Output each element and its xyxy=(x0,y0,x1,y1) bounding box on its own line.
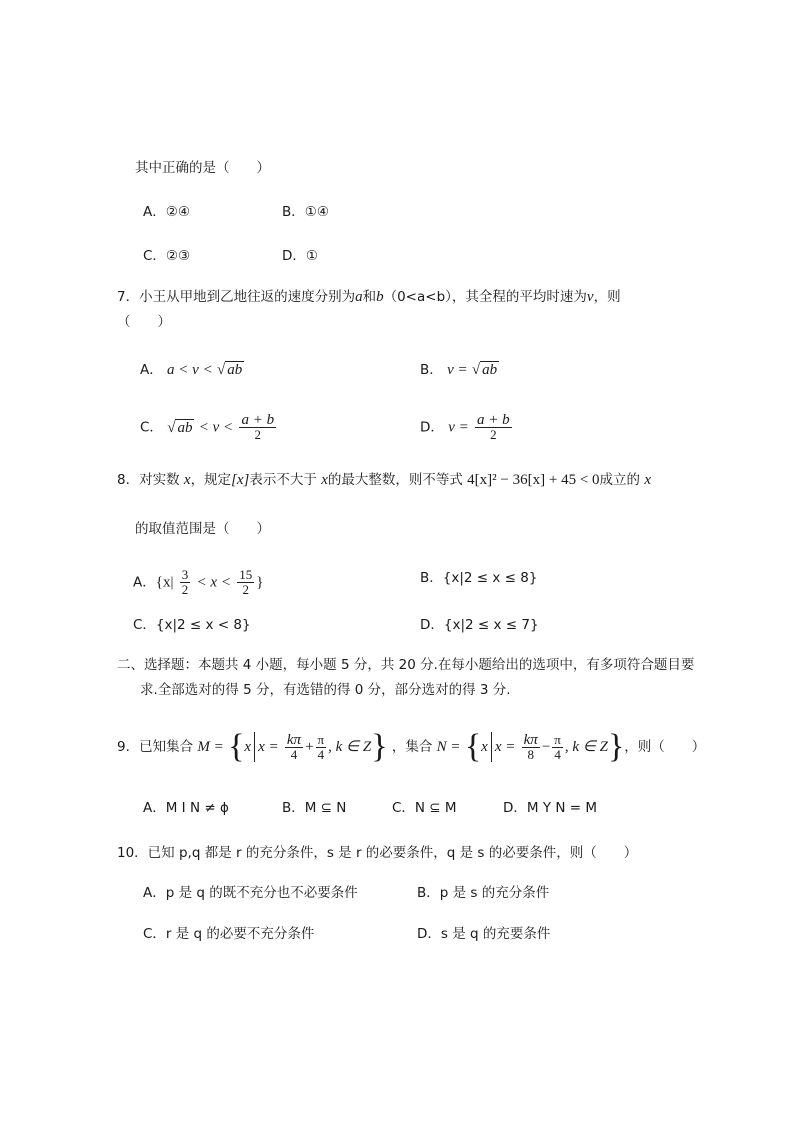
minus: − xyxy=(541,739,551,755)
q8-option-b: B．{x|2 ≤ x ≤ 8} xyxy=(420,570,538,586)
numerator: π xyxy=(554,731,561,747)
q8-var-x: x xyxy=(644,472,651,488)
q8-text-4: 的最大整数，则不等式 xyxy=(327,472,463,488)
var-x: x xyxy=(481,739,488,755)
q6-stem: 其中正确的是（ ） xyxy=(135,160,270,176)
q8-stem xyxy=(117,470,651,490)
q7-option-c xyxy=(140,413,278,442)
q7-and: 和 xyxy=(362,289,377,305)
q9-option-d xyxy=(503,798,597,818)
q9-text: 9．已知集合 xyxy=(117,739,194,755)
q7-b-expr: v = xyxy=(447,362,468,378)
fraction-pi-over-4 xyxy=(316,733,327,762)
q7-option-b xyxy=(420,360,499,380)
q9-text-2: ，集合 xyxy=(391,739,433,755)
q7-var-b: b xyxy=(376,289,384,305)
q6-option-d: D．① xyxy=(282,248,318,264)
denominator: 4 xyxy=(554,746,561,762)
denominator: 2 xyxy=(254,427,262,442)
q7-a-expr: a < v < xyxy=(167,362,213,378)
q8-text-2: ，规定 xyxy=(190,472,232,488)
right-brace: } xyxy=(371,728,388,765)
q8-text-5: 成立的 xyxy=(599,472,641,488)
q7-var-v: v xyxy=(586,289,594,305)
q7-condition: （0<a<b），其全程的平均时速为 xyxy=(383,289,587,305)
q8-option-a xyxy=(133,568,263,597)
left-brace: { xyxy=(464,728,482,765)
q9-d-text: D．M Y N = M xyxy=(503,800,598,816)
q9-option-b xyxy=(282,798,346,818)
q7-d-expr: v = xyxy=(448,419,469,436)
denominator: 8 xyxy=(527,746,534,762)
sqrt-ab: √ ab xyxy=(471,362,498,378)
option-label: B． xyxy=(420,362,443,378)
q8-var-x: x xyxy=(321,472,328,488)
q8-text: 8．对实数 xyxy=(117,472,180,488)
denominator: 2 xyxy=(242,582,249,597)
q7-var-a: a xyxy=(355,289,363,305)
q9-a-text: A．M I N ≠ ϕ xyxy=(143,800,229,816)
q8-stem-line2: 的取值范围是（ ） xyxy=(135,521,270,537)
section-2-heading-line2: 求.全部选对的得 5 分，有选错的得 0 分，部分选对的得 3 分. xyxy=(140,682,511,698)
denominator: 4 xyxy=(317,746,325,762)
q9-c-text: C．N ⊆ M xyxy=(392,800,457,816)
q6-option-b: B．①④ xyxy=(282,204,329,220)
q7-text-end: ，则 xyxy=(593,289,621,305)
k-in-z: , k ∈ Z xyxy=(328,739,372,755)
q10-option-c: C．r 是 q 的必要不充分条件 xyxy=(143,926,315,942)
sqrt-ab: √ ab xyxy=(217,362,243,378)
numerator: a + b xyxy=(241,412,275,428)
q7-option-d xyxy=(420,413,514,442)
q8-floor-x: [x] xyxy=(231,472,250,488)
q8-inequality: 4[x]² − 36[x] + 45 < 0 xyxy=(467,472,600,488)
set-bar xyxy=(491,732,492,762)
numerator: 15 xyxy=(239,567,253,582)
q10-option-a: A．p 是 q 的既不充分也不必要条件 xyxy=(143,885,358,901)
fraction-kpi-over-4 xyxy=(285,733,303,762)
radicand: ab xyxy=(227,362,243,378)
option-label: A． xyxy=(140,362,163,378)
option-label: A． xyxy=(133,574,156,591)
set-m: M = xyxy=(197,739,224,755)
numerator: a + b xyxy=(477,412,510,428)
q10-option-b: B．p 是 s 的充分条件 xyxy=(417,885,550,901)
set-bar xyxy=(254,732,255,762)
k-in-z: , k ∈ Z xyxy=(564,739,608,755)
q6-option-a: A．②④ xyxy=(143,204,190,220)
q6-option-c: C．②③ xyxy=(143,248,191,264)
option-label: D． xyxy=(420,419,444,436)
fraction-pi-over-4 xyxy=(552,733,563,762)
radicand: ab xyxy=(177,419,193,436)
set-n: N = xyxy=(436,739,461,755)
denominator: 2 xyxy=(490,427,497,442)
q7-stem xyxy=(117,287,621,307)
q10-option-d: D．s 是 q 的充要条件 xyxy=(417,926,551,942)
plus: + xyxy=(305,739,314,755)
fraction-a-plus-b-over-2 xyxy=(239,413,276,442)
fraction-kpi-over-8 xyxy=(522,733,540,762)
right-brace: } xyxy=(607,728,625,765)
numerator: 3 xyxy=(181,567,189,582)
q9-b-text: B．M ⊆ N xyxy=(282,800,347,816)
sqrt-ab: √ ab xyxy=(167,419,193,436)
option-label: C． xyxy=(140,419,163,436)
inequality: < x < xyxy=(196,574,231,591)
section-2-heading: 二、选择题：本题共 4 小题，每小题 5 分，共 20 分.在每小题给出的选项中，有多项符合题目要 xyxy=(117,657,695,673)
fraction-15-over-2 xyxy=(237,568,254,597)
q9-stem xyxy=(117,728,706,765)
numerator: π xyxy=(317,731,325,747)
set-close: } xyxy=(256,574,264,591)
q7-blank: （ ） xyxy=(117,314,171,330)
q7-text: 7．小王从甲地到乙地往返的速度分别为 xyxy=(117,289,356,305)
q8-option-d: D．{x|2 ≤ x ≤ 7} xyxy=(420,617,539,633)
denominator: 4 xyxy=(290,746,298,762)
q10-stem: 10．已知 p,q 都是 r 的充分条件，s 是 r 的必要条件，q 是 s 的必要条件，则（ ） xyxy=(117,845,638,861)
left-brace: { xyxy=(228,728,245,765)
q9-text-3: ，则（ ） xyxy=(624,739,706,755)
var-x: x xyxy=(244,739,252,755)
x-equals: x = xyxy=(494,739,516,755)
q9-option-a xyxy=(143,798,229,818)
q9-option-c xyxy=(392,798,457,818)
q7-c-expr: < v < xyxy=(198,419,234,436)
denominator: 2 xyxy=(181,582,189,597)
fraction-3-over-2 xyxy=(180,568,191,597)
q8-text-3: 表示不大于 xyxy=(249,472,317,488)
radicand: ab xyxy=(482,362,498,378)
numerator: kπ xyxy=(523,731,538,748)
set-open: {x| xyxy=(155,574,174,591)
x-equals: x = xyxy=(258,739,279,755)
fraction-a-plus-b-over-2 xyxy=(475,413,512,442)
q8-option-c: C．{x|2 ≤ x < 8} xyxy=(133,617,251,633)
q8-var-x: x xyxy=(183,472,191,488)
q7-option-a xyxy=(140,360,244,380)
numerator: kπ xyxy=(286,731,302,748)
